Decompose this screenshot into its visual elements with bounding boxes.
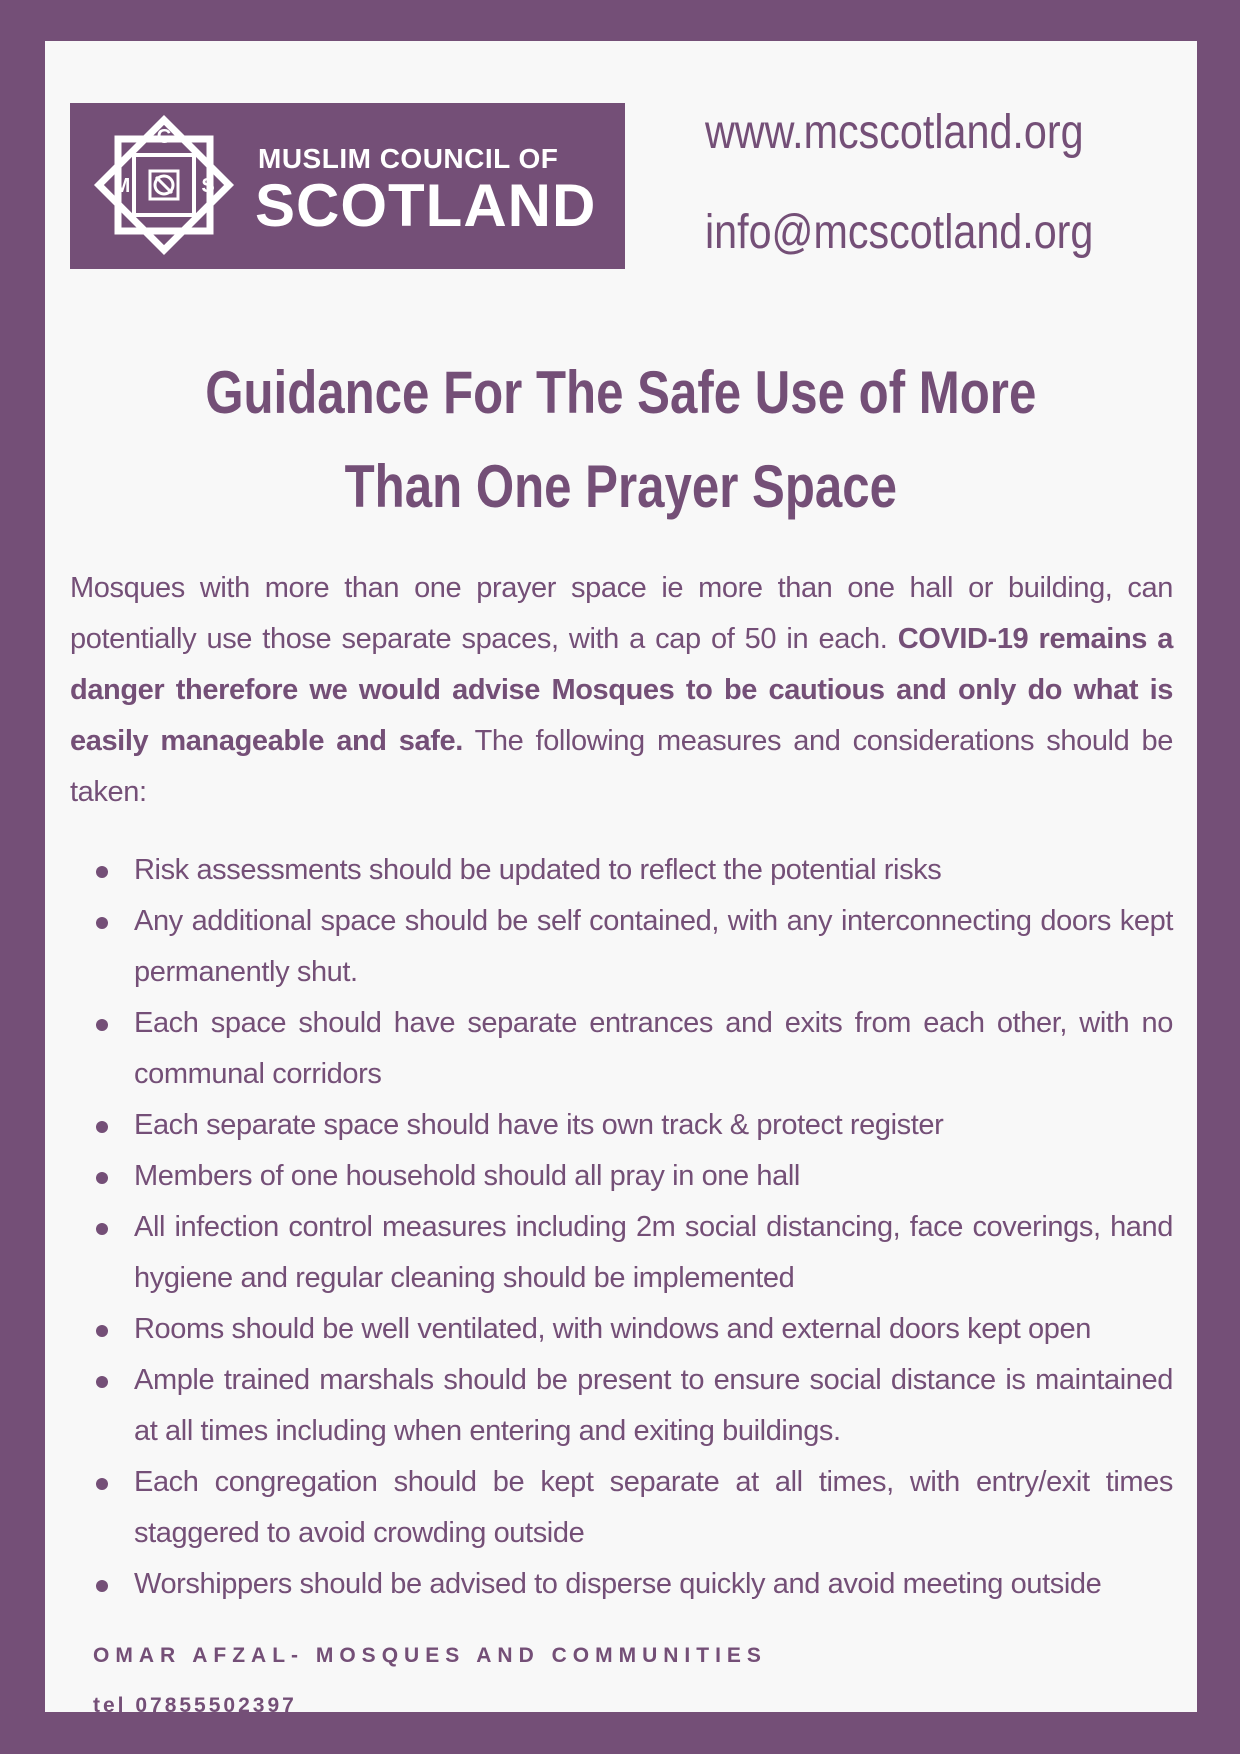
mcs-emblem-icon xyxy=(84,105,244,265)
list-item-text: Worshippers should be advised to disperse quickly and avoid meeting outside xyxy=(134,1568,1102,1600)
list-item xyxy=(70,1100,1173,1151)
logo-text-line2: SCOTLAND xyxy=(255,172,597,239)
bullet-icon xyxy=(96,866,108,878)
intro-text-2: The following measures and considerations should be taken: xyxy=(70,725,1173,808)
list-item-text: Any additional space should be self contained, with any interconnecting doors kept permanently shut. xyxy=(134,905,1173,988)
website-link[interactable]: www.mcscotland.org xyxy=(705,106,1084,159)
list-item xyxy=(70,1304,1173,1355)
bullet-icon xyxy=(96,1223,108,1235)
page-title xyxy=(45,346,1197,534)
intro-text-1: Mosques with more than one prayer space ie more than one hall or building, can potentially use those separate spaces, with a cap of 50 in each. xyxy=(70,572,1173,655)
bullet-icon xyxy=(96,1172,108,1184)
email-link[interactable]: info@mcscotland.org xyxy=(705,206,1094,259)
list-item-text: Each congregation should be kept separate at all times, with entry/exit times staggered to avoid crowding outside xyxy=(134,1466,1173,1549)
document-page xyxy=(45,41,1197,1717)
list-item-text: Each separate space should have its own track & protect register xyxy=(134,1109,944,1141)
emblem-letter-c: C xyxy=(156,126,172,148)
logo-text-line1: MUSLIM COUNCIL OF xyxy=(258,143,559,174)
emblem-letter-s: S xyxy=(201,175,215,197)
list-item xyxy=(70,1202,1173,1304)
title-line1: Guidance For The Safe Use of More xyxy=(205,359,1037,426)
bullet-icon xyxy=(96,1325,108,1337)
list-item xyxy=(70,998,1173,1100)
list-item-text: Ample trained marshals should be present to ensure social distance is maintained at all times including when entering and exiting buildings. xyxy=(134,1364,1173,1447)
list-item xyxy=(70,845,1173,896)
bullet-icon xyxy=(96,1580,108,1592)
list-item xyxy=(70,896,1173,998)
list-item xyxy=(70,1355,1173,1457)
title-line2: Than One Prayer Space xyxy=(344,453,898,520)
measures-list xyxy=(70,845,1173,1610)
list-item xyxy=(70,1559,1173,1610)
list-item-text: Risk assessments should be updated to reflect the potential risks xyxy=(134,854,942,886)
list-item xyxy=(70,1457,1173,1559)
list-item-text: Each space should have separate entrances and exits from each other, with no communal corridors xyxy=(134,1007,1173,1090)
author-name: OMAR AFZAL- MOSQUES AND COMMUNITIES xyxy=(93,1644,767,1667)
mcs-logo xyxy=(70,103,625,269)
bullet-icon xyxy=(96,1478,108,1490)
list-item-text: All infection control measures including 2m social distancing, face coverings, hand hygiene and regular cleaning should be implemented xyxy=(134,1211,1173,1294)
bullet-icon xyxy=(96,1019,108,1031)
bullet-icon xyxy=(96,917,108,929)
intro-paragraph xyxy=(70,563,1173,818)
author-phone[interactable]: tel 07855502397 xyxy=(93,1694,297,1717)
list-item-text: Rooms should be well ventilated, with windows and external doors kept open xyxy=(134,1313,1091,1345)
bullet-icon xyxy=(96,1376,108,1388)
list-item xyxy=(70,1151,1173,1202)
list-item-text: Members of one household should all pray in one hall xyxy=(134,1160,800,1192)
bullet-icon xyxy=(96,1121,108,1133)
emblem-letter-m: M xyxy=(113,175,131,197)
intro-bold-warning: COVID-19 remains a danger therefore we would advise Mosques to be cautious and only do what is easily manageable and safe. xyxy=(70,623,1174,757)
